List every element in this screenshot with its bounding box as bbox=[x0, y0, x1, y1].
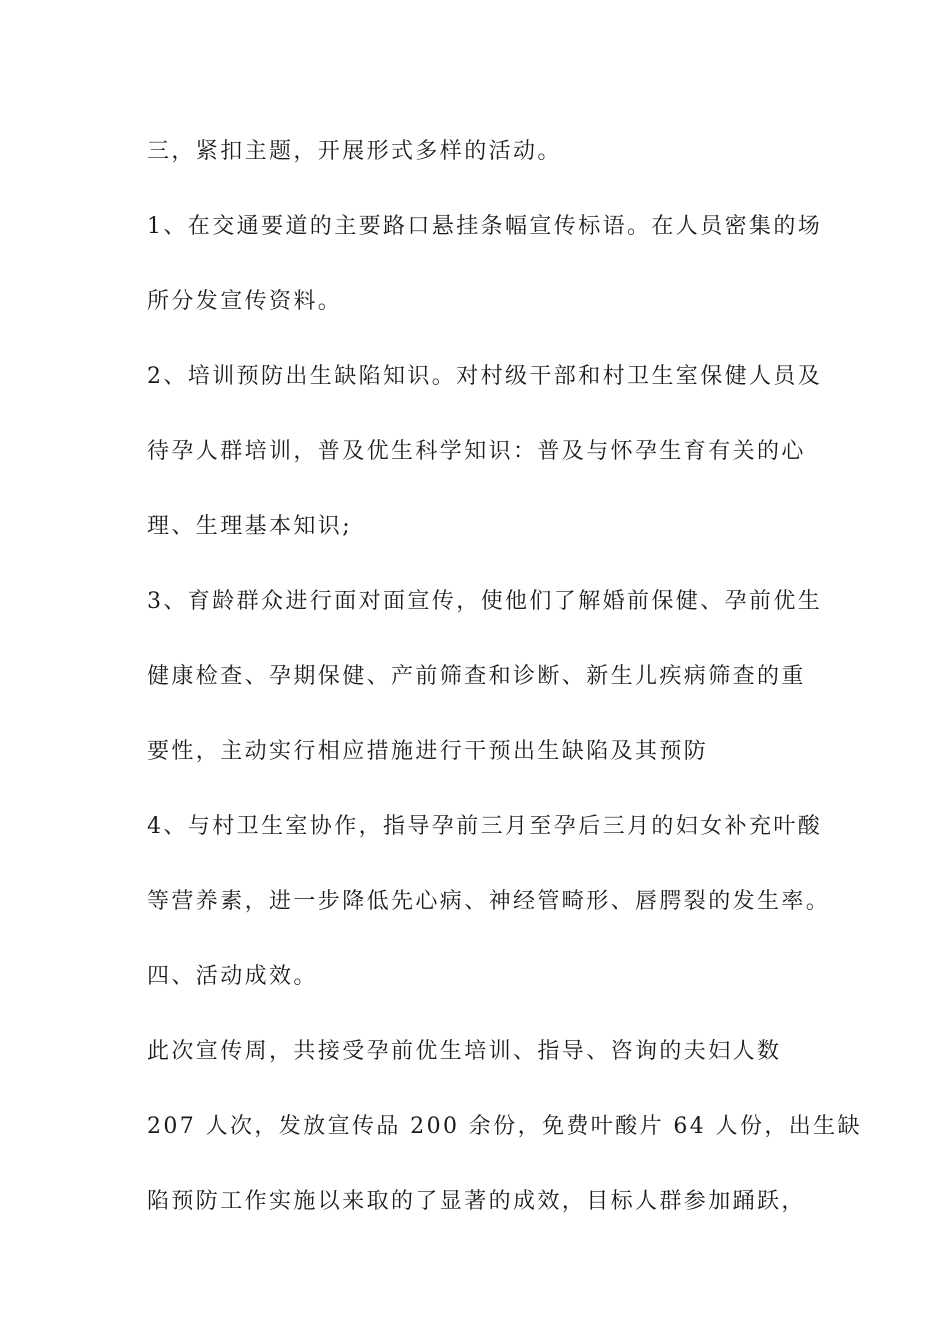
paragraph-line: 4、与村卫生室协作，指导孕前三月至孕后三月的妇女补充叶酸 bbox=[147, 814, 823, 839]
paragraph-line: 健康检查、孕期保健、产前筛查和诊断、新生儿疾病筛查的重 bbox=[147, 664, 806, 689]
paragraph-line: 1、在交通要道的主要路口悬挂条幅宣传标语。在人员密集的场 bbox=[147, 214, 823, 239]
paragraph-line: 此次宣传周，共接受孕前优生培训、指导、咨询的夫妇人数 bbox=[147, 1039, 782, 1064]
paragraph-line: 3、育龄群众进行面对面宣传，使他们了解婚前保健、孕前优生 bbox=[147, 589, 823, 614]
section-heading-three: 三，紧扣主题，开展形式多样的活动。 bbox=[147, 139, 562, 164]
section-heading-four: 四、活动成效。 bbox=[147, 964, 318, 989]
paragraph-line: 等营养素，进一步降低先心病、神经管畸形、唇腭裂的发生率。 bbox=[147, 889, 831, 914]
paragraph-line: 207 人次，发放宣传品 200 余份，免费叶酸片 64 人份，出生缺 bbox=[147, 1114, 862, 1139]
paragraph-line: 理、生理基本知识; bbox=[147, 514, 353, 539]
paragraph-line: 待孕人群培训，普及优生科学知识：普及与怀孕生育有关的心 bbox=[147, 439, 806, 464]
paragraph-line: 2、培训预防出生缺陷知识。对村级干部和村卫生室保健人员及 bbox=[147, 364, 823, 389]
paragraph-line: 所分发宣传资料。 bbox=[147, 289, 343, 314]
paragraph-line: 要性，主动实行相应措施进行干预出生缺陷及其预防 bbox=[147, 739, 709, 764]
paragraph-line: 陷预防工作实施以来取的了显著的成效，目标人群参加踊跃， bbox=[147, 1189, 806, 1214]
